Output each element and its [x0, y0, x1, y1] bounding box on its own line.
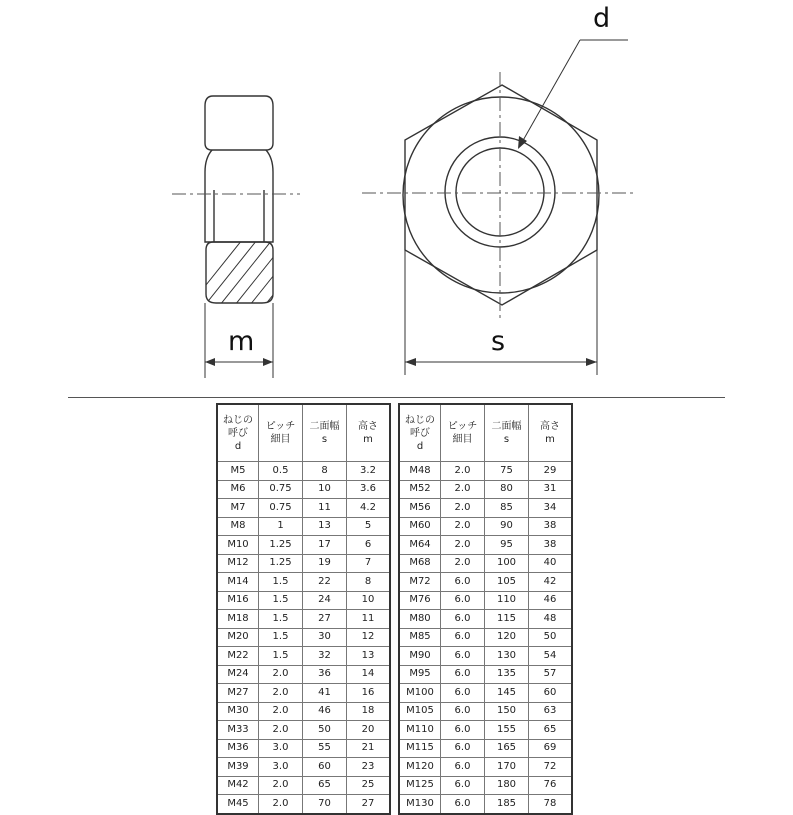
- header-line: ピッチ: [265, 421, 296, 432]
- section-hatch: [170, 230, 325, 330]
- table-cell: 100: [485, 554, 529, 573]
- table-cell: 48: [529, 610, 573, 629]
- table-cell: M5: [217, 462, 259, 481]
- table-cell: 2.0: [441, 499, 485, 518]
- table-cell: M80: [399, 610, 441, 629]
- table-row: [399, 647, 572, 666]
- table-body: [217, 462, 390, 814]
- table-cell: 46: [303, 702, 347, 721]
- table-row: [217, 702, 390, 721]
- table-cell: 27: [303, 610, 347, 629]
- table-row: [399, 591, 572, 610]
- table-header: [399, 404, 572, 462]
- table-cell: 1.25: [259, 536, 303, 555]
- table-cell: 1.5: [259, 647, 303, 666]
- table-cell: 6.0: [441, 628, 485, 647]
- header-cell: [441, 404, 485, 462]
- table-cell: 2.0: [441, 480, 485, 499]
- table-cell: 65: [529, 721, 573, 740]
- table-cell: M110: [399, 721, 441, 740]
- table-cell: 0.5: [259, 462, 303, 481]
- table-row: [399, 684, 572, 703]
- table-cell: M115: [399, 739, 441, 758]
- table-cell: 70: [303, 795, 347, 814]
- table-cell: 80: [485, 480, 529, 499]
- table-cell: 42: [529, 573, 573, 592]
- header-line: s: [321, 434, 328, 445]
- table-cell: 23: [347, 758, 391, 777]
- header-cell: [259, 404, 303, 462]
- table-cell: 1.5: [259, 610, 303, 629]
- table-row: [217, 610, 390, 629]
- table-cell: M6: [217, 480, 259, 499]
- table-cell: M64: [399, 536, 441, 555]
- table-cell: 34: [529, 499, 573, 518]
- table-row: [399, 554, 572, 573]
- table-cell: 180: [485, 776, 529, 795]
- table-cell: 6.0: [441, 665, 485, 684]
- s-arrow-right: [586, 358, 597, 366]
- table-cell: 6.0: [441, 776, 485, 795]
- table-cell: M105: [399, 702, 441, 721]
- table-cell: 69: [529, 739, 573, 758]
- table-cell: 2.0: [441, 462, 485, 481]
- header-cell: [399, 404, 441, 462]
- header-line: 呼び: [410, 427, 430, 439]
- table-row: [217, 480, 390, 499]
- table-row: [399, 480, 572, 499]
- table-cell: 6.0: [441, 591, 485, 610]
- table-cell: 105: [485, 573, 529, 592]
- table-cell: M10: [217, 536, 259, 555]
- table-cell: 2.0: [259, 702, 303, 721]
- table-cell: M33: [217, 721, 259, 740]
- table-cell: 60: [303, 758, 347, 777]
- table-cell: 50: [303, 721, 347, 740]
- spec-table-left: [216, 403, 391, 815]
- table-cell: 50: [529, 628, 573, 647]
- table-row: [399, 499, 572, 518]
- table-cell: M125: [399, 776, 441, 795]
- table-cell: 13: [347, 647, 391, 666]
- table-cell: M68: [399, 554, 441, 573]
- table-cell: 2.0: [259, 684, 303, 703]
- table-cell: 19: [303, 554, 347, 573]
- header-line: ねじの: [405, 414, 435, 426]
- table-row: [217, 573, 390, 592]
- table-cell: 2.0: [259, 776, 303, 795]
- bearing-circle: [403, 97, 599, 293]
- table-cell: 6.0: [441, 739, 485, 758]
- header-line: 細目: [270, 434, 291, 445]
- table-row: [217, 795, 390, 814]
- table-cell: M76: [399, 591, 441, 610]
- table-cell: 54: [529, 647, 573, 666]
- table-cell: 7: [347, 554, 391, 573]
- table-cell: 115: [485, 610, 529, 629]
- table-cell: 0.75: [259, 480, 303, 499]
- table-cell: 90: [485, 517, 529, 536]
- table-cell: 30: [303, 628, 347, 647]
- table-cell: 29: [529, 462, 573, 481]
- m-arrow-right: [263, 358, 273, 366]
- table-cell: M36: [217, 739, 259, 758]
- table-cell: 38: [529, 536, 573, 555]
- table-row: [217, 721, 390, 740]
- table-cell: M85: [399, 628, 441, 647]
- table-cell: 46: [529, 591, 573, 610]
- table-cell: 2.0: [259, 721, 303, 740]
- table-cell: 40: [529, 554, 573, 573]
- table-cell: M24: [217, 665, 259, 684]
- table-cell: 165: [485, 739, 529, 758]
- table-cell: 170: [485, 758, 529, 777]
- table-cell: 4.2: [347, 499, 391, 518]
- table-cell: M16: [217, 591, 259, 610]
- table-cell: 21: [347, 739, 391, 758]
- table-cell: 85: [485, 499, 529, 518]
- table-cell: 16: [347, 684, 391, 703]
- table-cell: M22: [217, 647, 259, 666]
- table-cell: M90: [399, 647, 441, 666]
- header-cell: [485, 404, 529, 462]
- table-cell: M72: [399, 573, 441, 592]
- table-cell: 2.0: [441, 517, 485, 536]
- table-cell: 1: [259, 517, 303, 536]
- table-cell: M60: [399, 517, 441, 536]
- header-cell: [347, 404, 391, 462]
- table-body: [399, 462, 572, 814]
- table-cell: M8: [217, 517, 259, 536]
- label-d: d: [593, 3, 611, 34]
- table-cell: 1.5: [259, 591, 303, 610]
- table-cell: M120: [399, 758, 441, 777]
- table-cell: M18: [217, 610, 259, 629]
- table-cell: 2.0: [441, 554, 485, 573]
- table-cell: 0.75: [259, 499, 303, 518]
- table-cell: M95: [399, 665, 441, 684]
- table-cell: 36: [303, 665, 347, 684]
- table-cell: 8: [303, 462, 347, 481]
- table-cell: 22: [303, 573, 347, 592]
- table-cell: 24: [303, 591, 347, 610]
- table-cell: 78: [529, 795, 573, 814]
- table-row: [217, 499, 390, 518]
- header-line: 二面幅: [309, 421, 340, 432]
- nut-drawing: [0, 0, 793, 390]
- table-cell: 41: [303, 684, 347, 703]
- table-cell: 110: [485, 591, 529, 610]
- table-cell: 63: [529, 702, 573, 721]
- label-s: s: [491, 326, 506, 357]
- table-cell: 6: [347, 536, 391, 555]
- table-cell: 1.5: [259, 628, 303, 647]
- d-leader-diagonal: [521, 40, 580, 144]
- header-line: s: [503, 434, 510, 445]
- side-mid-body: [205, 150, 273, 242]
- label-m: m: [228, 326, 255, 357]
- front-view: [362, 40, 636, 375]
- header-cell: [303, 404, 347, 462]
- table-cell: 72: [529, 758, 573, 777]
- table-row: [217, 684, 390, 703]
- table-cell: M30: [217, 702, 259, 721]
- table-cell: 2.0: [441, 536, 485, 555]
- spec-table-right: [398, 403, 573, 815]
- table-row: [399, 573, 572, 592]
- table-cell: 57: [529, 665, 573, 684]
- table-cell: 76: [529, 776, 573, 795]
- table-cell: 13: [303, 517, 347, 536]
- table-row: [217, 758, 390, 777]
- table-cell: M52: [399, 480, 441, 499]
- table-cell: M100: [399, 684, 441, 703]
- table-cell: 135: [485, 665, 529, 684]
- table-row: [399, 776, 572, 795]
- table-row: [217, 739, 390, 758]
- table-cell: 3.0: [259, 739, 303, 758]
- table-row: [217, 591, 390, 610]
- table-cell: 17: [303, 536, 347, 555]
- table-cell: 6.0: [441, 647, 485, 666]
- table-cell: 6.0: [441, 610, 485, 629]
- table-cell: 1.5: [259, 573, 303, 592]
- table-row: [399, 610, 572, 629]
- header-line: d: [234, 440, 242, 452]
- table-row: [217, 665, 390, 684]
- header-line: 呼び: [228, 427, 248, 439]
- table-cell: 14: [347, 665, 391, 684]
- table-row: [399, 702, 572, 721]
- table-row: [217, 462, 390, 481]
- table-cell: 25: [347, 776, 391, 795]
- table-row: [217, 554, 390, 573]
- table-cell: 10: [303, 480, 347, 499]
- table-row: [399, 462, 572, 481]
- table-cell: M14: [217, 573, 259, 592]
- table-row: [217, 628, 390, 647]
- table-cell: 6.0: [441, 684, 485, 703]
- header-line: m: [363, 434, 373, 445]
- table-cell: M12: [217, 554, 259, 573]
- table-cell: 32: [303, 647, 347, 666]
- table-row: [399, 517, 572, 536]
- table-cell: 65: [303, 776, 347, 795]
- header-line: m: [545, 434, 555, 445]
- table-cell: M27: [217, 684, 259, 703]
- divider-rule: [68, 397, 725, 398]
- table-cell: 2.0: [259, 795, 303, 814]
- table-cell: 3.0: [259, 758, 303, 777]
- table-row: [399, 536, 572, 555]
- table-cell: 6.0: [441, 573, 485, 592]
- header-line: 細目: [452, 434, 473, 445]
- table-cell: 55: [303, 739, 347, 758]
- table-cell: 31: [529, 480, 573, 499]
- table-cell: 5: [347, 517, 391, 536]
- header-line: 高さ: [358, 421, 378, 432]
- table-cell: 27: [347, 795, 391, 814]
- table-cell: 185: [485, 795, 529, 814]
- table-cell: 12: [347, 628, 391, 647]
- table-row: [399, 628, 572, 647]
- table-cell: M39: [217, 758, 259, 777]
- table-cell: 6.0: [441, 795, 485, 814]
- table-cell: 95: [485, 536, 529, 555]
- table-cell: 130: [485, 647, 529, 666]
- table-cell: 6.0: [441, 721, 485, 740]
- table-cell: M42: [217, 776, 259, 795]
- table-cell: 11: [303, 499, 347, 518]
- table-cell: 38: [529, 517, 573, 536]
- table-cell: M130: [399, 795, 441, 814]
- s-arrow-left: [405, 358, 416, 366]
- table-cell: 10: [347, 591, 391, 610]
- table-row: [399, 739, 572, 758]
- table-row: [217, 647, 390, 666]
- d-leader-arrow: [518, 136, 527, 149]
- table-row: [399, 721, 572, 740]
- table-cell: M45: [217, 795, 259, 814]
- table-cell: M48: [399, 462, 441, 481]
- table-cell: 150: [485, 702, 529, 721]
- header-line: 高さ: [540, 421, 560, 432]
- table-cell: 1.25: [259, 554, 303, 573]
- table-cell: 8: [347, 573, 391, 592]
- table-cell: 11: [347, 610, 391, 629]
- table-row: [217, 776, 390, 795]
- header-cell: [529, 404, 573, 462]
- table-cell: M7: [217, 499, 259, 518]
- table-cell: 75: [485, 462, 529, 481]
- m-arrow-left: [205, 358, 215, 366]
- table-cell: 6.0: [441, 702, 485, 721]
- table-cell: M56: [399, 499, 441, 518]
- table-cell: 155: [485, 721, 529, 740]
- table-cell: 6.0: [441, 758, 485, 777]
- table-row: [217, 517, 390, 536]
- table-cell: 60: [529, 684, 573, 703]
- table-cell: 20: [347, 721, 391, 740]
- header-line: 二面幅: [491, 421, 522, 432]
- table-cell: 18: [347, 702, 391, 721]
- hex-outline: [405, 85, 597, 305]
- table-header: [217, 404, 390, 462]
- table-row: [399, 795, 572, 814]
- table-row: [217, 536, 390, 555]
- table-row: [399, 665, 572, 684]
- table-cell: 120: [485, 628, 529, 647]
- header-line: ピッチ: [447, 421, 478, 432]
- table-row: [399, 758, 572, 777]
- header-line: d: [416, 440, 424, 452]
- table-cell: 145: [485, 684, 529, 703]
- table-cell: 3.6: [347, 480, 391, 499]
- side-top-chamfer: [205, 96, 273, 150]
- table-cell: M20: [217, 628, 259, 647]
- table-cell: 3.2: [347, 462, 391, 481]
- table-cell: 2.0: [259, 665, 303, 684]
- header-cell: [217, 404, 259, 462]
- header-line: ねじの: [223, 414, 253, 426]
